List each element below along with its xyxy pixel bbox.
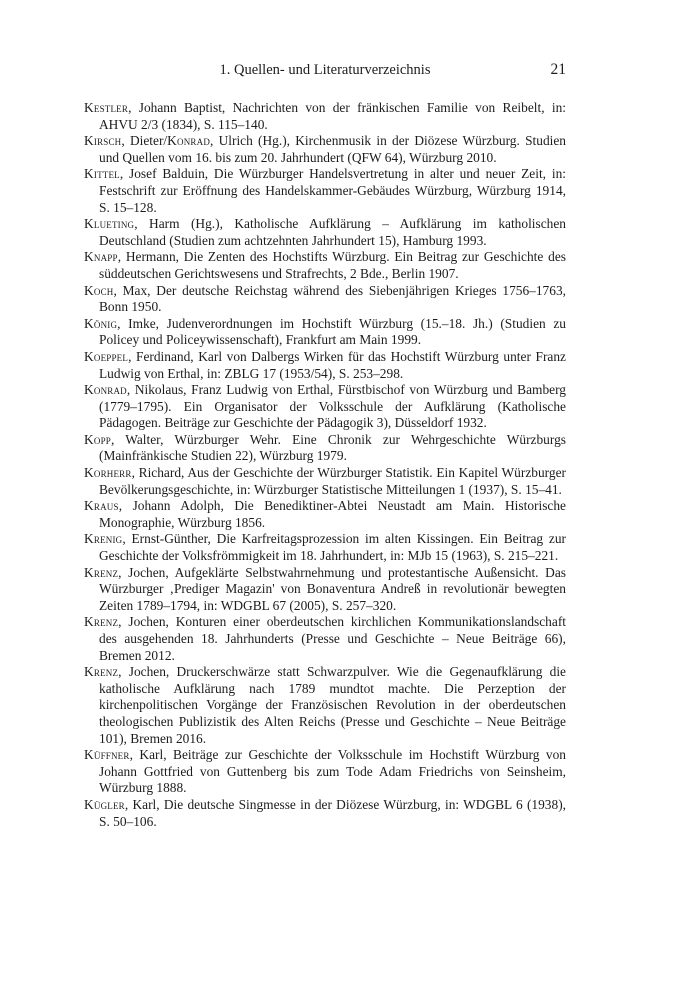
bibliography-entry — [84, 614, 566, 664]
entry-text: , Ferdinand, Karl von Dalbergs Wirken für das Hochstift Würzburg unter Franz Ludwig von Erthal, in: ZBLG 17 (1953/54), S. 253–298. — [99, 348, 566, 381]
entry-text: , Josef Balduin, Die Würzburger Handelsvertretung in alter und neuer Zeit, in: Festschrift zur Eröffnung des Handelskammer-Gebäudes Würzburg, Würzburg 1914, S. 15–128. — [99, 166, 566, 215]
entry-text: , Johann Baptist, Nachrichten von der fränkischen Familie von Reibelt, in: AHVU 2/3 (1834), S. 115–140. — [99, 100, 566, 132]
entry-author: Krenig — [84, 531, 123, 547]
entry-text: , Richard, Aus der Geschichte der Würzburger Statistik. Ein Kapitel Würzburger Bevölkerungsgeschichte, in: Würzburger Statistische Mitteilungen 1 (1937), S. 15–41. — [99, 465, 566, 497]
entry-author: Kraus — [84, 498, 119, 514]
entry-author: Küffner — [84, 747, 130, 763]
entry-text: , Max, Der deutsche Reichstag während des Siebenjährigen Krieges 1756–1763, Bonn 1950. — [99, 282, 566, 315]
entry-author: Kestler — [84, 100, 129, 115]
bibliography-entry — [84, 316, 566, 349]
bibliography-entry — [84, 747, 566, 797]
bibliography-entry — [84, 100, 566, 133]
bibliography-entry — [84, 565, 566, 615]
entry-text: , Ulrich (Hg.), Kirchenmusik in der Diözese Würzburg. Studien und Quellen vom 16. bis zum 20. Jahrhundert (QFW 64), Würzburg 2010. — [99, 133, 566, 165]
bibliography-entry — [84, 531, 566, 564]
bibliography-entry — [84, 465, 566, 498]
bibliography-entry — [84, 349, 566, 382]
bibliography-entry — [84, 382, 566, 432]
bibliography-entry — [84, 249, 566, 282]
entry-text: , Jochen, Konturen einer oberdeutschen kirchlichen Kommunikationslandschaft des ausgehenden 18. Jahrhunderts (Presse und Geschichte – Neue Beiträge 66), Bremen 2012. — [99, 614, 566, 663]
entry-text: , Johann Adolph, Die Benediktiner-Abtei Neustadt am Main. Historische Monographie, Würzburg 1856. — [99, 498, 566, 530]
entry-text: , Dieter/ — [121, 133, 168, 149]
entry-text: , Walter, Würzburger Wehr. Eine Chronik zur Wehrgeschichte Würzburgs (Mainfränkische Studien 22), Würzburg 1979. — [99, 431, 566, 464]
entry-author: Klueting — [84, 216, 135, 232]
bibliography-entry — [84, 797, 566, 830]
bibliography-entry — [84, 498, 566, 531]
running-title: 1. Quellen- und Literaturverzeichnis — [219, 62, 431, 78]
entry-text: , Jochen, Druckerschwärze statt Schwarzpulver. Wie die Gegenaufklärung die katholische Aufklärung nach 1789 mundtot machte. Die Perzeption der kirchenpolitischen Vorgänge der Französischen Revolution in der oberdeutschen theologischen Publizistik des Alten Reichs (Presse und Geschichte – Neue Beiträge 101), Bremen 2016. — [99, 664, 566, 746]
bibliography-entry — [84, 283, 566, 316]
page-number: 21 — [550, 61, 566, 78]
entry-author: Korherr — [84, 465, 132, 481]
entry-author: König — [84, 315, 118, 331]
bibliography-entry — [84, 133, 566, 166]
bibliography-entry — [84, 432, 566, 465]
entry-text: , Karl, Beiträge zur Geschichte der Volksschule im Hochstift Würzburg von Johann Gottfried von Guttenberg bis zum Tode Adam Friedrichs von Seinsheim, Würzburg 1888. — [99, 747, 566, 796]
entry-text: , Karl, Die deutsche Singmesse in der Diözese Würzburg, in: WDGBL 6 (1938), S. 50–106. — [99, 796, 566, 829]
entry-author: Kirsch — [84, 133, 122, 149]
entry-text: , Hermann, Die Zenten des Hochstifts Würzburg. Ein Beitrag zur Geschichte des süddeutschen Gerichtswesens und Strafrechts, 2 Bde., Berlin 1907. — [99, 249, 566, 281]
running-header — [84, 62, 566, 82]
entry-author: Kittel — [84, 166, 120, 182]
entry-author: Koch — [84, 282, 114, 298]
entry-author: Krenz — [84, 614, 119, 630]
bibliography-list — [84, 100, 566, 830]
entry-text: , Harm (Hg.), Katholische Aufklärung – Aufklärung im katholischen Deutschland (Studien zum achtzehnten Jahrhundert 15), Hamburg 1993. — [99, 216, 566, 248]
entry-text: , Imke, Judenverordnungen im Hochstift Würzburg (15.–18. Jh.) (Studien zu Policey und Policeywissenschaft), Frankfurt am Main 1999. — [99, 315, 566, 348]
entry-author: Kügler — [84, 796, 125, 812]
entry-author: Koeppel — [84, 348, 129, 364]
bibliography-entry — [84, 664, 566, 747]
bibliography-entry — [84, 166, 566, 216]
entry-author: Krenz — [84, 564, 119, 580]
bibliography-entry — [84, 216, 566, 249]
entry-text: , Jochen, Aufgeklärte Selbstwahrnehmung und protestantische Außensicht. Das Würzburger ‚Prediger Magazin' von Bonaventura Andreß in revolutionär bewegten Zeiten 1789–1794, in: WDGBL 67 (2005), S. 257–320. — [99, 564, 566, 613]
entry-author: Knapp — [84, 249, 118, 265]
entry-author: Konrad — [84, 382, 127, 398]
entry-text: , Nikolaus, Franz Ludwig von Erthal, Fürstbischof von Würzburg und Bamberg (1779–1795). Ein Organisator der Volksschule der Aufklärung (Katholische Pädagogen. Beiträge zur Geschichte der Pädagogik 3), Düsseldorf 1932. — [99, 382, 566, 431]
entry-author: Kopp — [84, 431, 111, 447]
entry-text: , Ernst-Günther, Die Karfreitagsprozession im alten Kissingen. Ein Beitrag zur Geschichte der Volksfrömmigkeit im 18. Jahrhundert, in: MJb 15 (1963), S. 215–221. — [99, 531, 566, 564]
entry-author: Krenz — [84, 664, 119, 680]
entry-author: Konrad — [167, 133, 211, 149]
